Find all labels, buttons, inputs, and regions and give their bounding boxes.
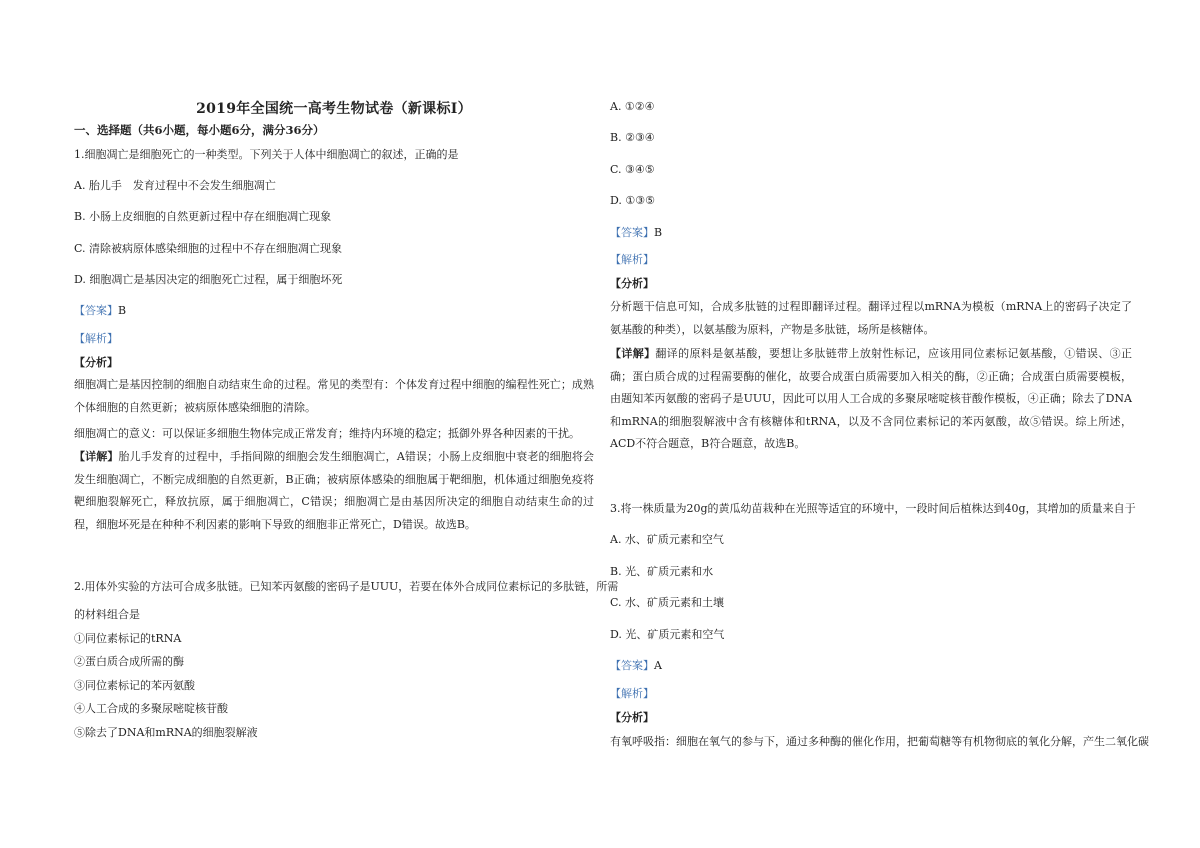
xiangjie-tag: 【详解】 — [610, 347, 656, 360]
answer-value: B — [654, 226, 663, 239]
q2-item-2: ②蛋白质合成所需的酶 — [74, 655, 184, 668]
q2-xiangjie — [610, 343, 1132, 456]
q3-option-b: B. 光、矿质元素和水 — [610, 565, 714, 578]
q3-option-d: D. 光、矿质元素和空气 — [610, 628, 725, 641]
q2-stem-line1: 2.用体外实验的方法可合成多肽链。已知苯丙氨酸的密码子是UUU，若要在体外合成同位素标记的多肽链，所需 — [74, 580, 619, 593]
q3-fenxi-tag: 【分析】 — [610, 711, 654, 724]
page-title: 2019年全国统一高考生物试卷（新课标Ⅰ） — [196, 101, 472, 117]
answer-tag: 【答案】 — [610, 226, 654, 239]
q2-option-b: B. ②③④ — [610, 131, 655, 144]
q3-fenxi: 有氧呼吸指：细胞在氧气的参与下，通过多种酶的催化作用，把葡萄糖等有机物彻底的氧化分解，产生二氧化碳 — [610, 735, 1149, 748]
q2-option-a: A. ①②④ — [610, 100, 655, 113]
q1-fenxi-p2: 细胞凋亡的意义：可以保证多细胞生物体完成正常发育；维持内环境的稳定；抵御外界各种因素的干扰。 — [74, 427, 580, 440]
q2-answer — [610, 222, 1132, 243]
q2-item-3: ③同位素标记的苯丙氨酸 — [74, 679, 195, 692]
q1-option-a: A. 胎儿手 发育过程中不会发生细胞凋亡 — [74, 179, 276, 192]
q3-jiexi-tag: 【解析】 — [610, 687, 654, 700]
answer-tag: 【答案】 — [74, 304, 118, 317]
q2-stem-line2: 的材料组合是 — [74, 608, 140, 621]
q1-answer — [74, 300, 594, 321]
section-heading: 一、选择题（共6小题，每小题6分，满分36分） — [74, 123, 325, 137]
q2-fenxi: 分析题干信息可知，合成多肽链的过程即翻译过程。翻译过程以mRNA为模板（mRNA上的密码子决定了氨基酸的种类），以氨基酸为原料，产物是多肽链，场所是核糖体。 — [610, 300, 1132, 336]
q2-item-1: ①同位素标记的tRNA — [74, 632, 182, 645]
q1-xiangjie — [74, 446, 594, 536]
xiangjie-text: 翻译的原料是氨基酸，要想让多肽链带上放射性标记，应该用同位素标记氨基酸，①错误、③正确；蛋白质合成的过程需要酶的催化，故要合成蛋白质需要加入相关的酶，②正确；合成蛋白质需要模板，由题知苯丙氨酸的密码子是UUU，因此可以用人工合成的多聚尿嘧啶核苷酸作模板，④正确；除去了DNA和mRNA的细胞裂解液中含有核糖体和tRNA，以及不含同位素标记的苯丙氨酸，故⑤错误。综上所述，ACD不符合题意，B符合题意，故选B。 — [610, 347, 1132, 450]
answer-value: B — [118, 304, 127, 317]
q1-fenxi-p1: 细胞凋亡是基因控制的细胞自动结束生命的过程。常见的类型有：个体发育过程中细胞的编程性死亡；成熟个体细胞的自然更新；被病原体感染细胞的清除。 — [74, 378, 594, 414]
q2-option-c: C. ③④⑤ — [610, 163, 655, 176]
q2-option-d: D. ①③⑤ — [610, 194, 656, 207]
xiangjie-tag: 【详解】 — [74, 450, 119, 463]
q1-stem: 1.细胞凋亡是细胞死亡的一种类型。下列关于人体中细胞凋亡的叙述，正确的是 — [74, 148, 459, 161]
q3-option-a: A. 水、矿质元素和空气 — [610, 533, 724, 546]
xiangjie-text: 胎儿手发育的过程中，手指间隙的细胞会发生细胞凋亡，A错误；小肠上皮细胞中衰老的细胞将会发生细胞凋亡，不断完成细胞的自然更新，B正确；被病原体感染的细胞属于靶细胞，机体通过细胞免疫将靶细胞裂解死亡，释放抗原，属于细胞凋亡，C错误；细胞凋亡是由基因所决定的细胞自动结束生命的过程，细胞坏死是在种种不利因素的影响下导致的细胞非正常死亡，D错误。故选B。 — [74, 450, 594, 531]
q3-stem: 3.将一株质量为20g的黄瓜幼苗栽种在光照等适宜的环境中，一段时间后植株达到40g，其增加的质量来自于 — [610, 502, 1136, 515]
q2-jiexi-tag: 【解析】 — [610, 253, 654, 266]
q1-option-c: C. 清除被病原体感染细胞的过程中不存在细胞凋亡现象 — [74, 242, 343, 255]
q1-option-b: B. 小肠上皮细胞的自然更新过程中存在细胞凋亡现象 — [74, 210, 332, 223]
answer-value: A — [654, 659, 662, 672]
q3-option-c: C. 水、矿质元素和土壤 — [610, 596, 725, 609]
q2-fenxi-tag: 【分析】 — [610, 277, 654, 290]
q3-answer — [610, 655, 1132, 676]
q2-item-4: ④人工合成的多聚尿嘧啶核苷酸 — [74, 702, 228, 715]
answer-tag: 【答案】 — [610, 659, 654, 672]
q2-item-5: ⑤除去了DNA和mRNA的细胞裂解液 — [74, 726, 258, 739]
q1-jiexi-tag: 【解析】 — [74, 332, 118, 345]
q1-fenxi-tag: 【分析】 — [74, 356, 118, 369]
q1-option-d: D. 细胞凋亡是基因决定的细胞死亡过程，属于细胞坏死 — [74, 273, 343, 286]
